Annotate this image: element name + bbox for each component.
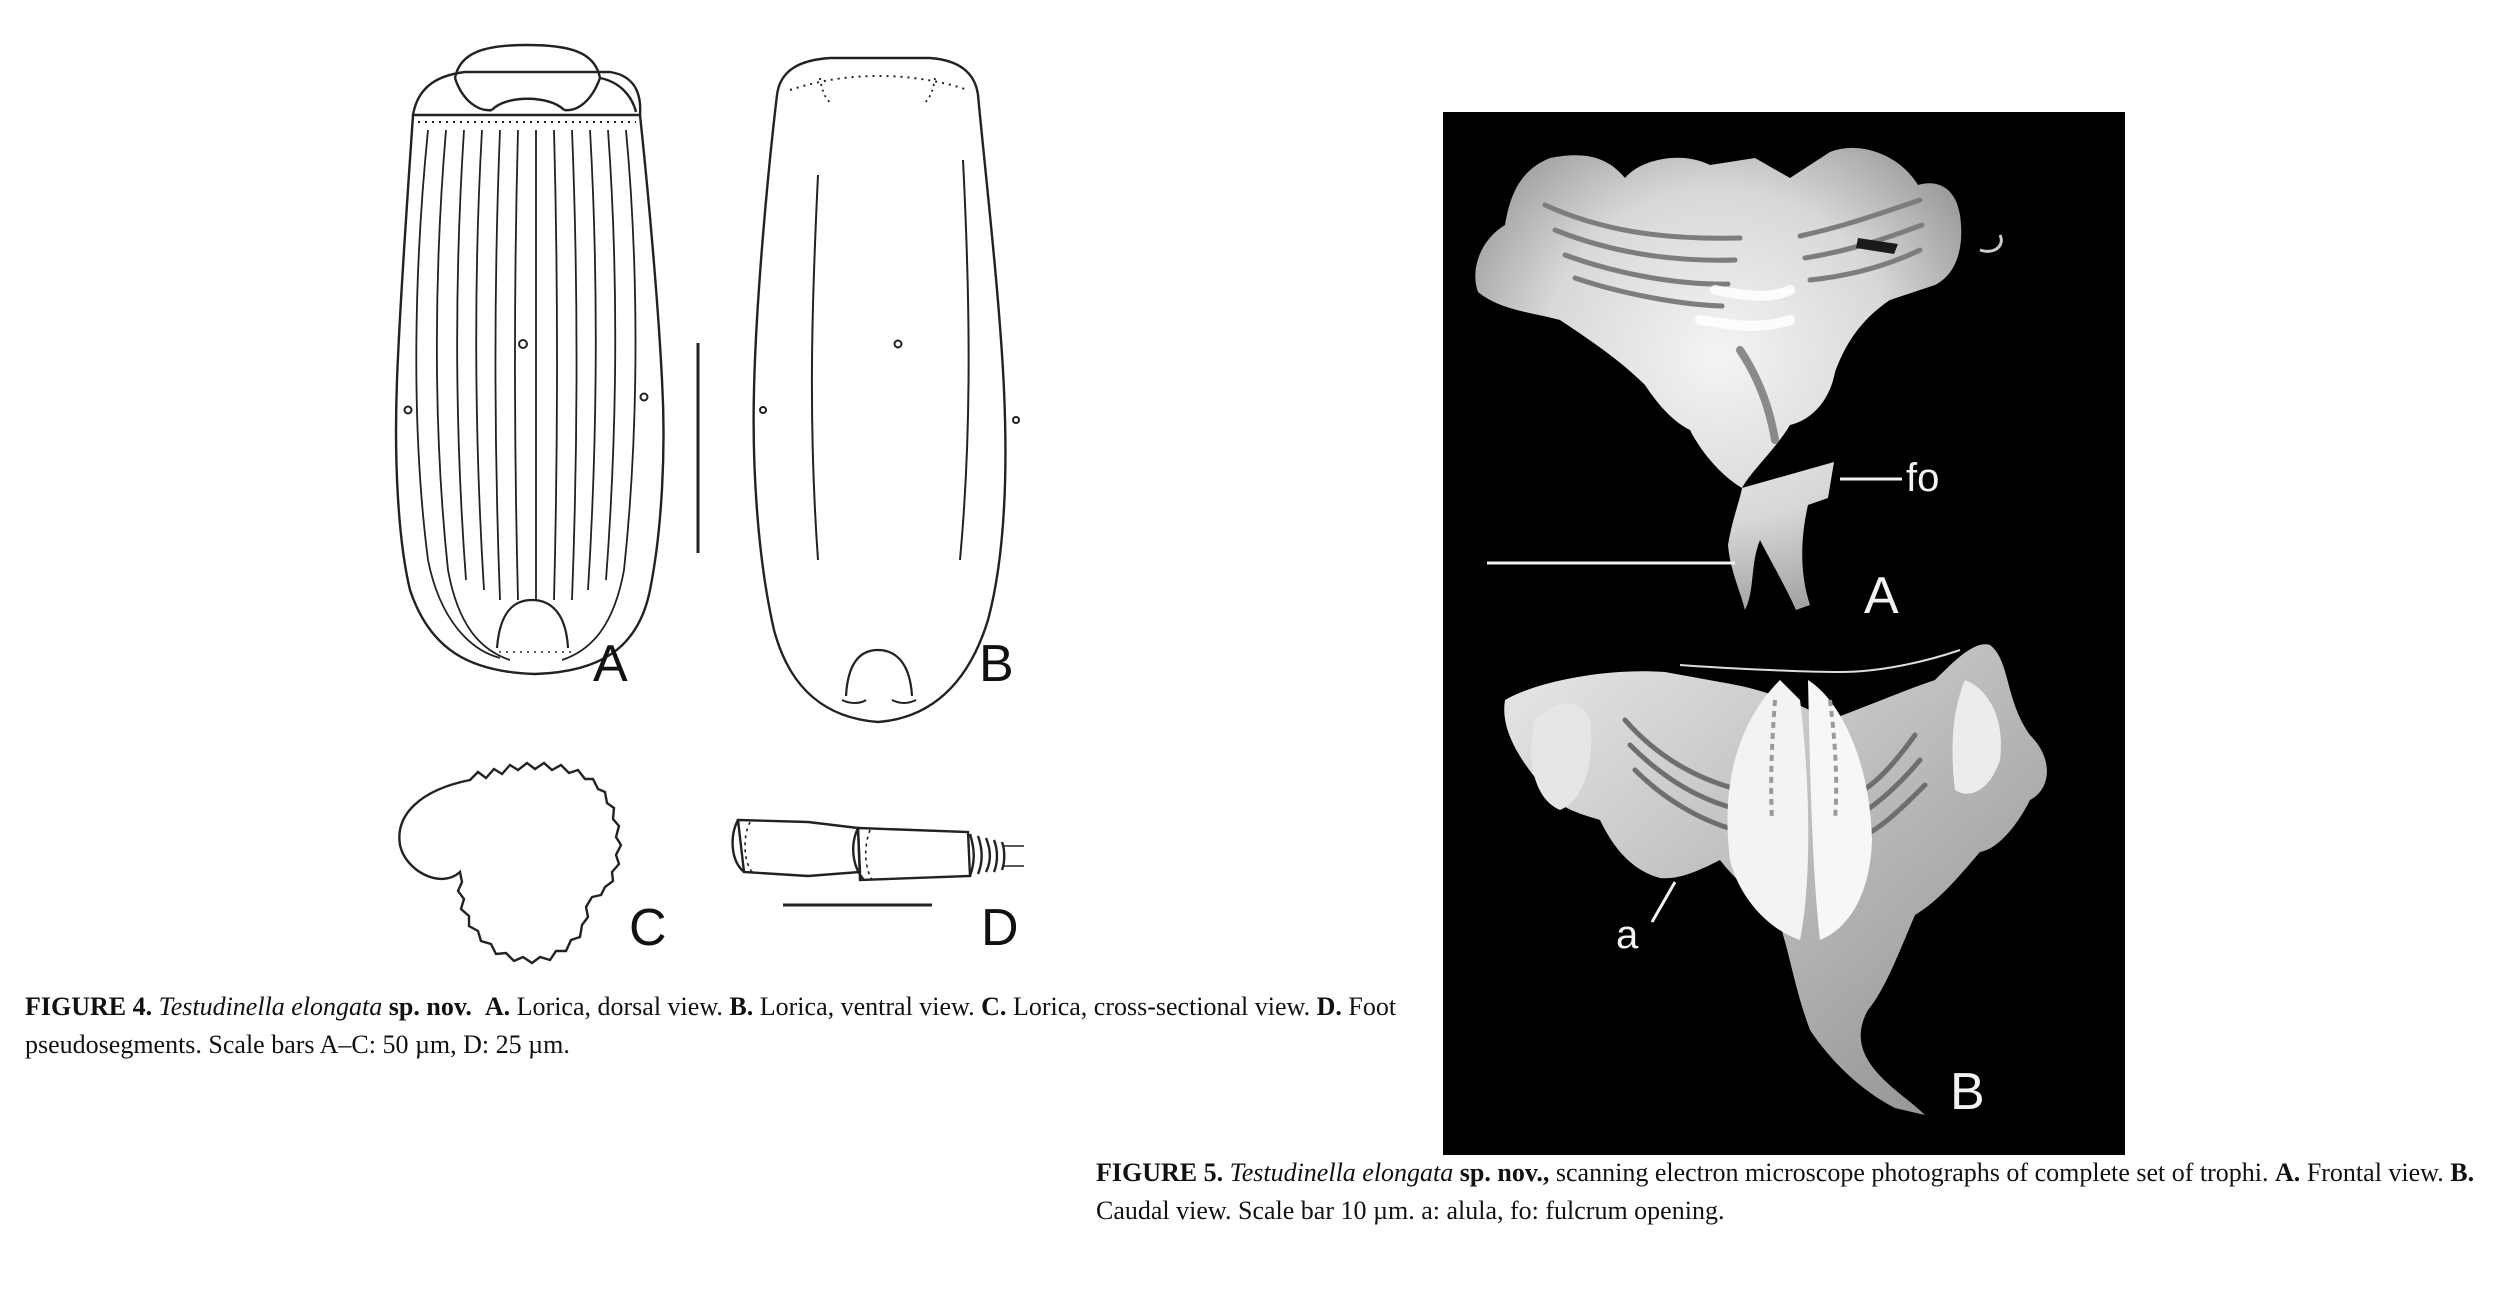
figure5-caption bbox=[1096, 1154, 2486, 1230]
fig4-panel-label-d: D bbox=[981, 899, 1019, 957]
figure5-caption-a-text: Frontal view. bbox=[2306, 1158, 2444, 1187]
figure4-caption-species-suffix: sp. nov. bbox=[388, 992, 472, 1021]
fig5-panel-label-a: A bbox=[1864, 567, 1899, 625]
fig5-annotation-alula: a bbox=[1616, 913, 1639, 957]
figure4-caption-species: Testudinella elongata bbox=[158, 992, 383, 1021]
figure4-caption-d-text: Foot pseudosegments. Scale bars A–C: 50 µm, D: 25 µm. bbox=[25, 992, 1397, 1059]
figure4-caption-a-text: Lorica, dorsal view. bbox=[516, 992, 723, 1021]
fig4-cross-section-drawing bbox=[399, 763, 621, 963]
fig4-lorica-ventral-drawing bbox=[754, 58, 1019, 722]
figure5-caption-b-text: Caudal view. Scale bar 10 µm. a: alula, fo: fulcrum opening. bbox=[1096, 1196, 1725, 1225]
fig4-panel-label-c: C bbox=[629, 899, 667, 957]
figure4-caption-c-text: Lorica, cross-sectional view. bbox=[1012, 992, 1311, 1021]
fig5-annotation-fo: fo bbox=[1906, 456, 1940, 500]
fig4-foot-drawing bbox=[733, 820, 1024, 880]
figure4-caption-b-text: Lorica, ventral view. bbox=[759, 992, 975, 1021]
fig4-panel-label-b: B bbox=[979, 635, 1014, 693]
figure4-caption-a-key: A. bbox=[484, 992, 511, 1021]
figure4-caption-c-key: C. bbox=[981, 992, 1007, 1021]
fig4-lorica-dorsal-drawing bbox=[396, 45, 663, 674]
fig4-panel-label-a: A bbox=[593, 635, 628, 693]
figure5-caption-b-key: B. bbox=[2450, 1158, 2475, 1187]
figure5-caption-label: FIGURE 5. bbox=[1096, 1158, 1224, 1187]
figure4-caption bbox=[25, 988, 1415, 1064]
fig5-panel-label-b: B bbox=[1950, 1063, 1985, 1121]
figure5-caption-lead-text: scanning electron microscope photographs of complete set of trophi. bbox=[1555, 1158, 2269, 1187]
figure4-caption-d-key: D. bbox=[1316, 992, 1342, 1021]
figure4-caption-label: FIGURE 4. bbox=[25, 992, 153, 1021]
figure5-caption-species: Testudinella elongata bbox=[1229, 1158, 1454, 1187]
figure5-caption-a-key: A. bbox=[2275, 1158, 2301, 1187]
figure5-caption-species-suffix: sp. nov., bbox=[1459, 1158, 1550, 1187]
figure4-caption-b-key: B. bbox=[729, 992, 754, 1021]
